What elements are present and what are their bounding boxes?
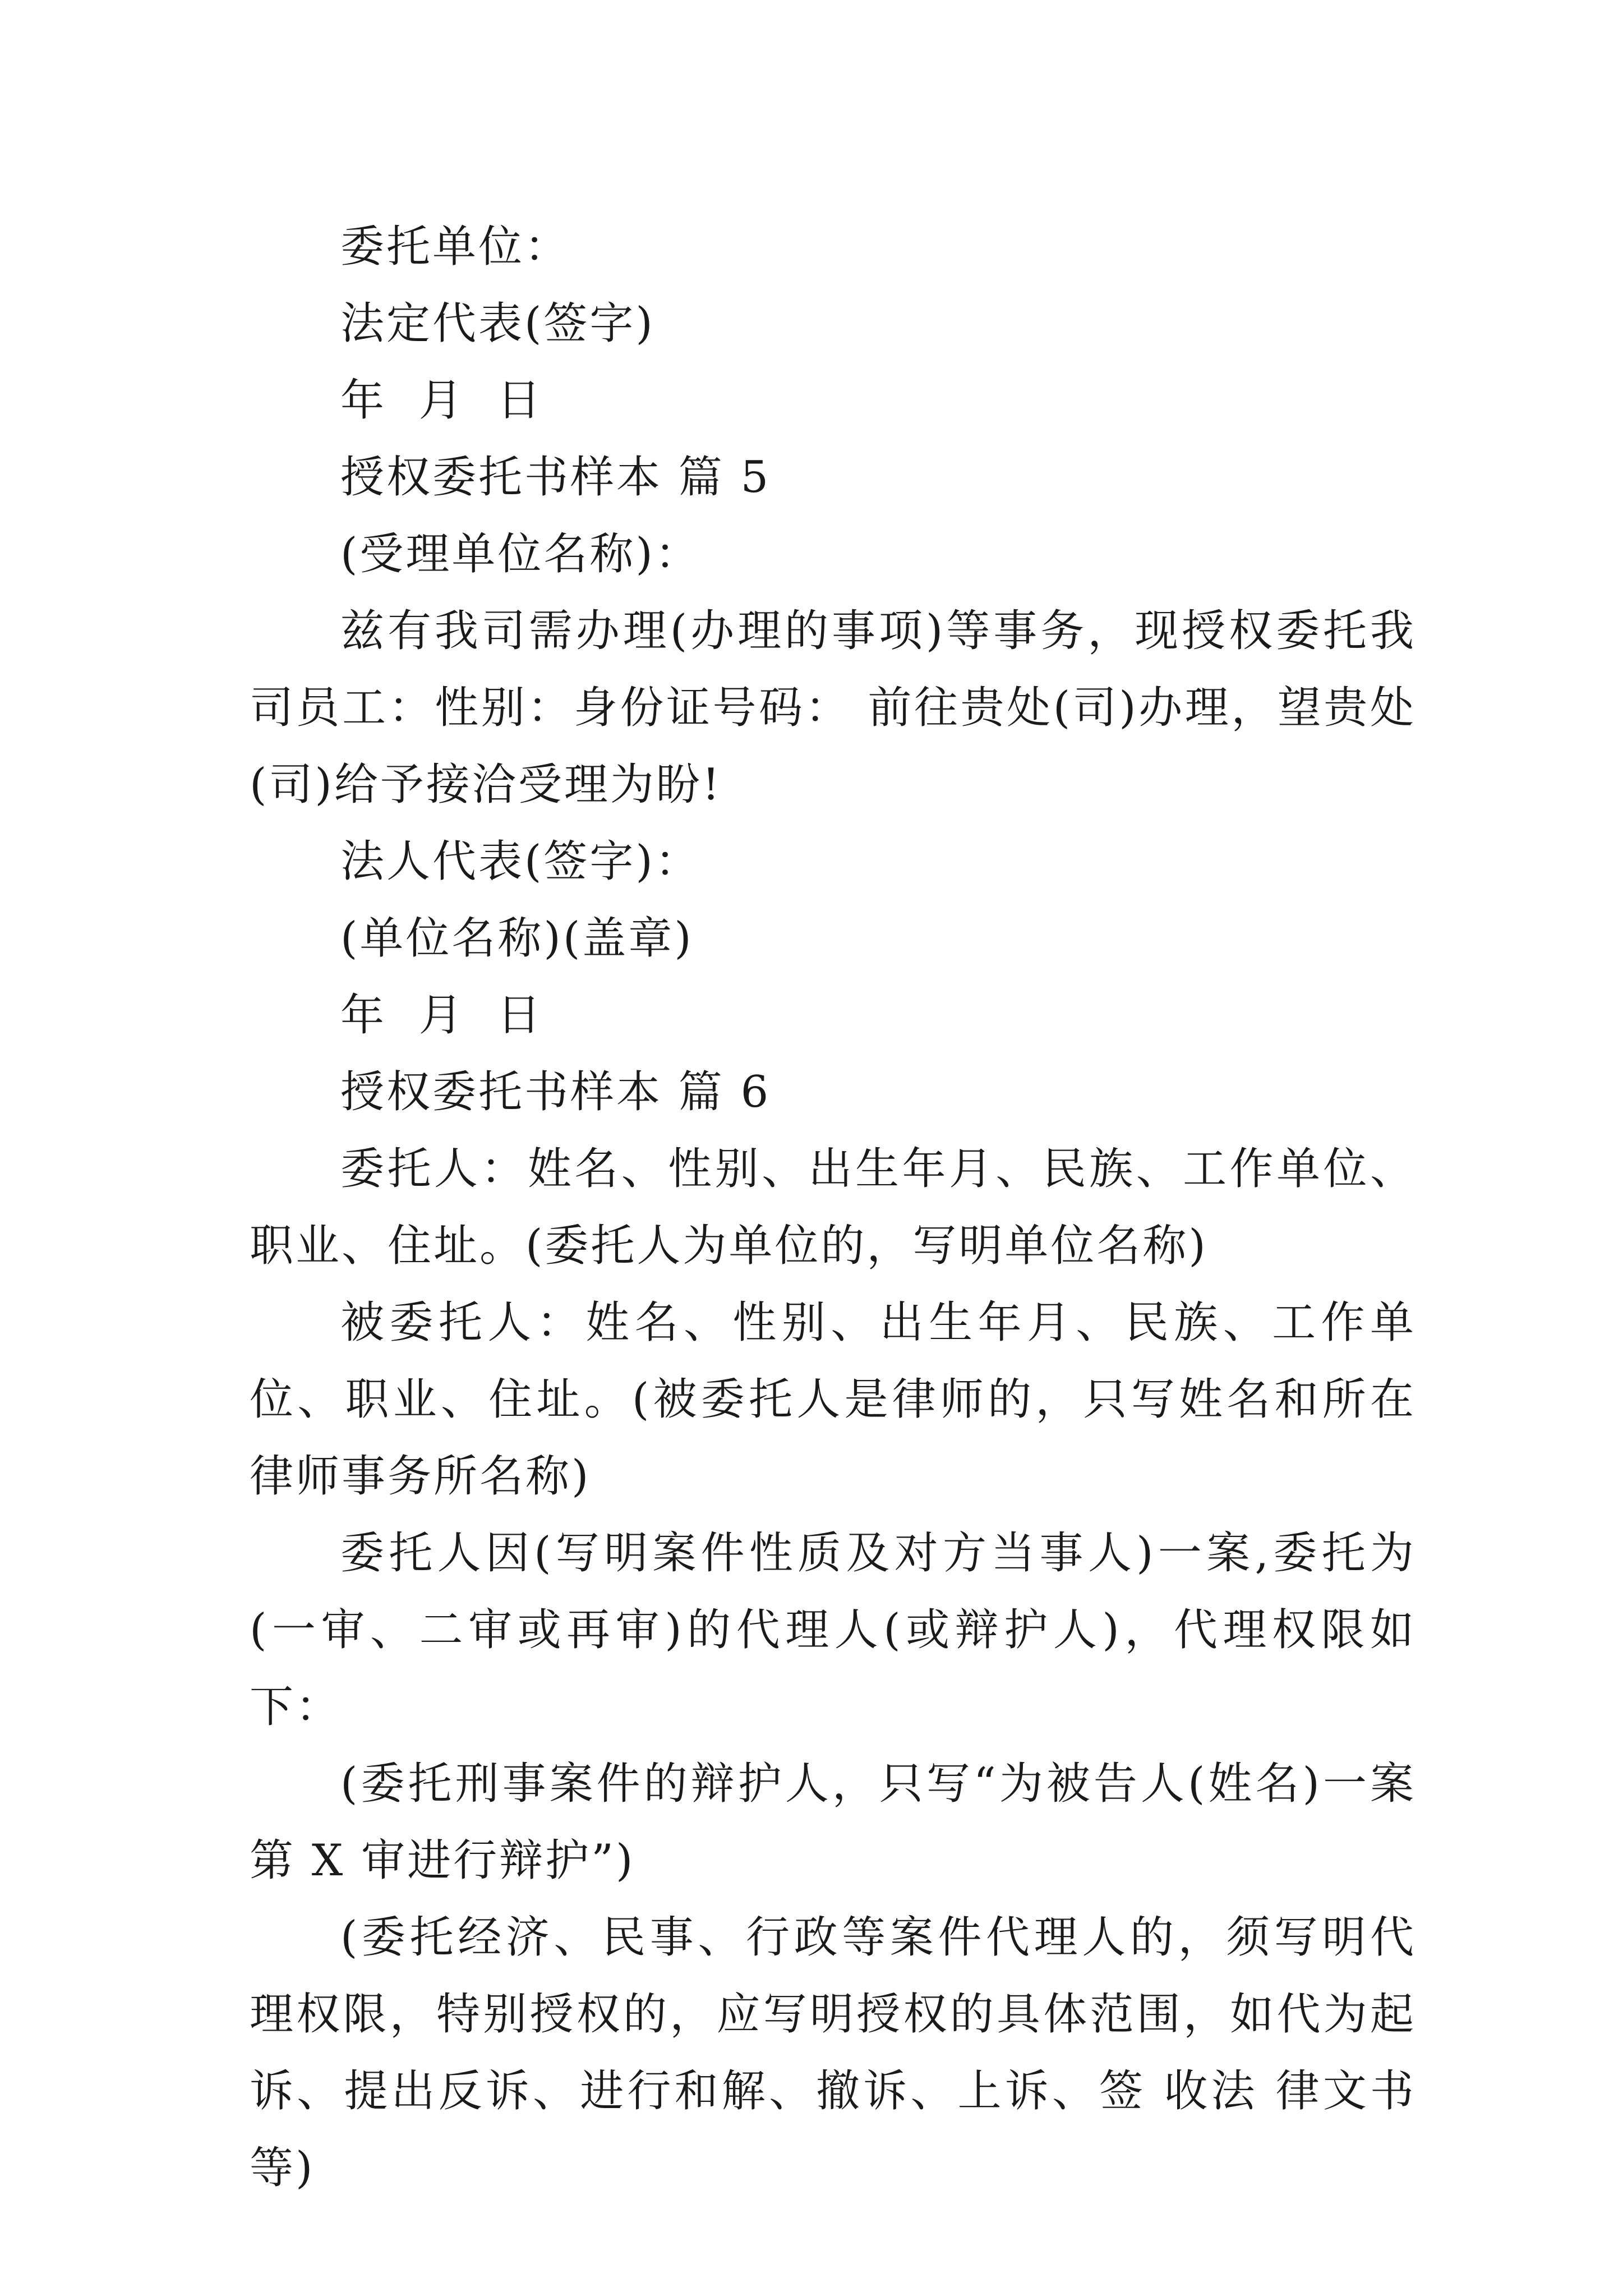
section-heading-sample-6: 授权委托书样本 篇 6	[340, 1067, 771, 1117]
paragraph-unit-seal: (单位名称)(盖章)	[340, 913, 694, 964]
paragraph-date-line: 年 月 日	[340, 375, 543, 426]
paragraph-legal-person-signature: 法人代表(签字)：	[340, 836, 701, 887]
paragraph-date-line-2: 年 月 日	[340, 990, 543, 1041]
document-body	[250, 209, 1416, 2207]
paragraph-civil-agency-note: (委托经济、民事、行政等案件代理人的，须写明代理权限，特别授权的，应写明授权的具体范围，如代为起诉、提出反诉、进行和解、撤诉、上诉、签 收法 律文书等)	[250, 1912, 1416, 2193]
section-heading-sample-5: 授权委托书样本 篇 5	[340, 452, 771, 503]
paragraph-entrusting-unit: 委托单位：	[340, 222, 571, 272]
paragraph-principal: 委托人：姓名、性别、出生年月、民族、工作单位、职业、住址。(委托人为单位的，写明单位名称)	[250, 1144, 1416, 1271]
paragraph-criminal-defense-note: (委托刑事案件的辩护人，只写“为被告人(姓名)一案第 X 审进行辩护”)	[250, 1759, 1416, 1886]
paragraph-authorization-body: 兹有我司需办理(办理的事项)等事务，现授权委托我司员工：性别：身份证号码： 前往贵处(司)办理，望贵处(司)给予接洽受理为盼!	[250, 606, 1416, 810]
paragraph-receiving-unit: (受理单位名称)：	[340, 529, 701, 579]
paragraph-case-entrustment: 委托人因(写明案件性质及对方当事人)一案,委托为(一审、二审或再审)的代理人(或辩护人)，代理权限如下：	[250, 1528, 1416, 1732]
paragraph-legal-representative-signature: 法定代表(签字)	[340, 298, 655, 349]
paragraph-agent: 被委托人：姓名、性别、出生年月、民族、工作单位、职业、住址。(被委托人是律师的，只写姓名和所在律师事务所名称)	[250, 1297, 1416, 1502]
